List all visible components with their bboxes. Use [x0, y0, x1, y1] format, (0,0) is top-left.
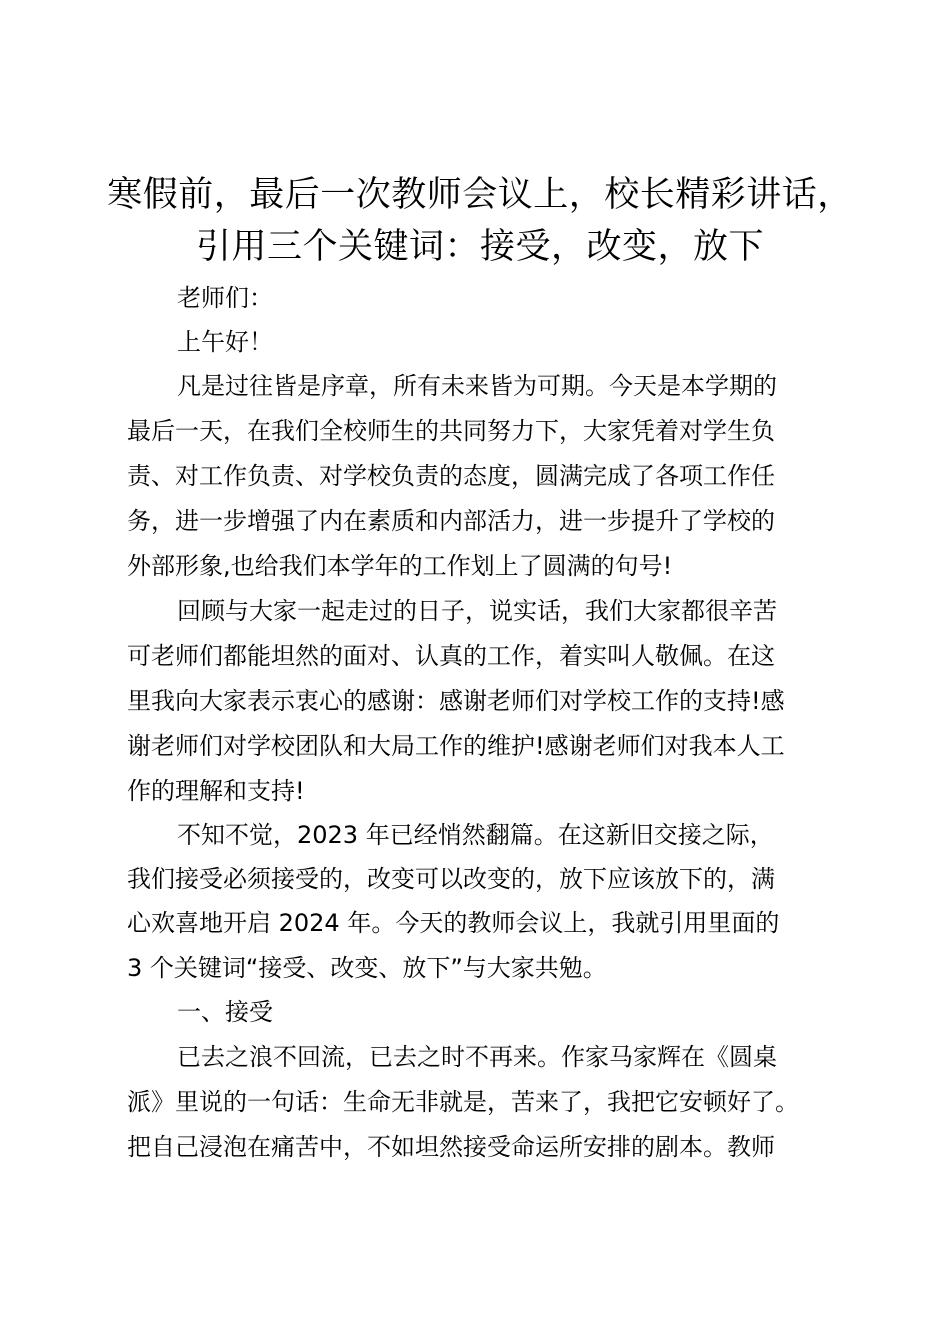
document-title-line-1: 寒假前，最后一次教师会议上，校长精彩讲话，: [107, 175, 853, 215]
document-title-line-2: 引用三个关键词：接受，改变，放下: [195, 227, 764, 267]
paragraph-line: 回顾与大家一起走过的日子，说实话，我们大家都很辛苦: [177, 597, 777, 625]
paragraph-line: 已去之浪不回流，已去之时不再来。作家马家辉在《圆桌: [177, 1043, 777, 1071]
paragraph-line: 可老师们都能坦然的面对、认真的工作，着实叫人敬佩。在这: [127, 642, 775, 670]
paragraph-line: 里我向大家表示衷心的感谢：感谢老师们对学校工作的支持!感: [127, 687, 785, 715]
paragraph-line: 最后一天，在我们全校师生的共同努力下，大家凭着对学生负: [127, 417, 775, 445]
paragraph-line: 把自己浸泡在痛苦中，不如坦然接受命运所安排的剧本。教师: [127, 1133, 775, 1161]
paragraph-line: 不知不觉，2023 年已经悄然翻篇。在这新旧交接之际，: [177, 821, 774, 849]
paragraph-line: 外部形象,也给我们本学年的工作划上了圆满的句号!: [127, 552, 673, 580]
section-heading: 一、接受: [177, 998, 273, 1026]
paragraph-line: 心欢喜地开启 2024 年。今天的教师会议上，我就引用里面的: [127, 909, 780, 937]
paragraph-line: 务，进一步增强了内在素质和内部活力，进一步提升了学校的: [127, 507, 775, 535]
paragraph-line: 我们接受必须接受的，改变可以改变的，放下应该放下的，满: [127, 865, 775, 893]
salutation: 老师们：: [177, 284, 273, 312]
paragraph-line: 3 个关键词“接受、改变、放下”与大家共勉。: [127, 954, 607, 982]
greeting: 上午好！: [177, 328, 273, 356]
paragraph-line: 作的理解和支持!: [127, 777, 305, 805]
paragraph-line: 谢老师们对学校团队和大局工作的维护!感谢老师们对我本人工: [127, 732, 785, 760]
paragraph-line: 凡是过往皆是序章，所有未来皆为可期。今天是本学期的: [177, 372, 777, 400]
paragraph-line: 责、对工作负责、对学校负责的态度，圆满完成了各项工作任: [127, 462, 775, 490]
paragraph-line: 派》里说的一句话：生命无非就是，苦来了，我把它安顿好了。: [127, 1088, 799, 1116]
